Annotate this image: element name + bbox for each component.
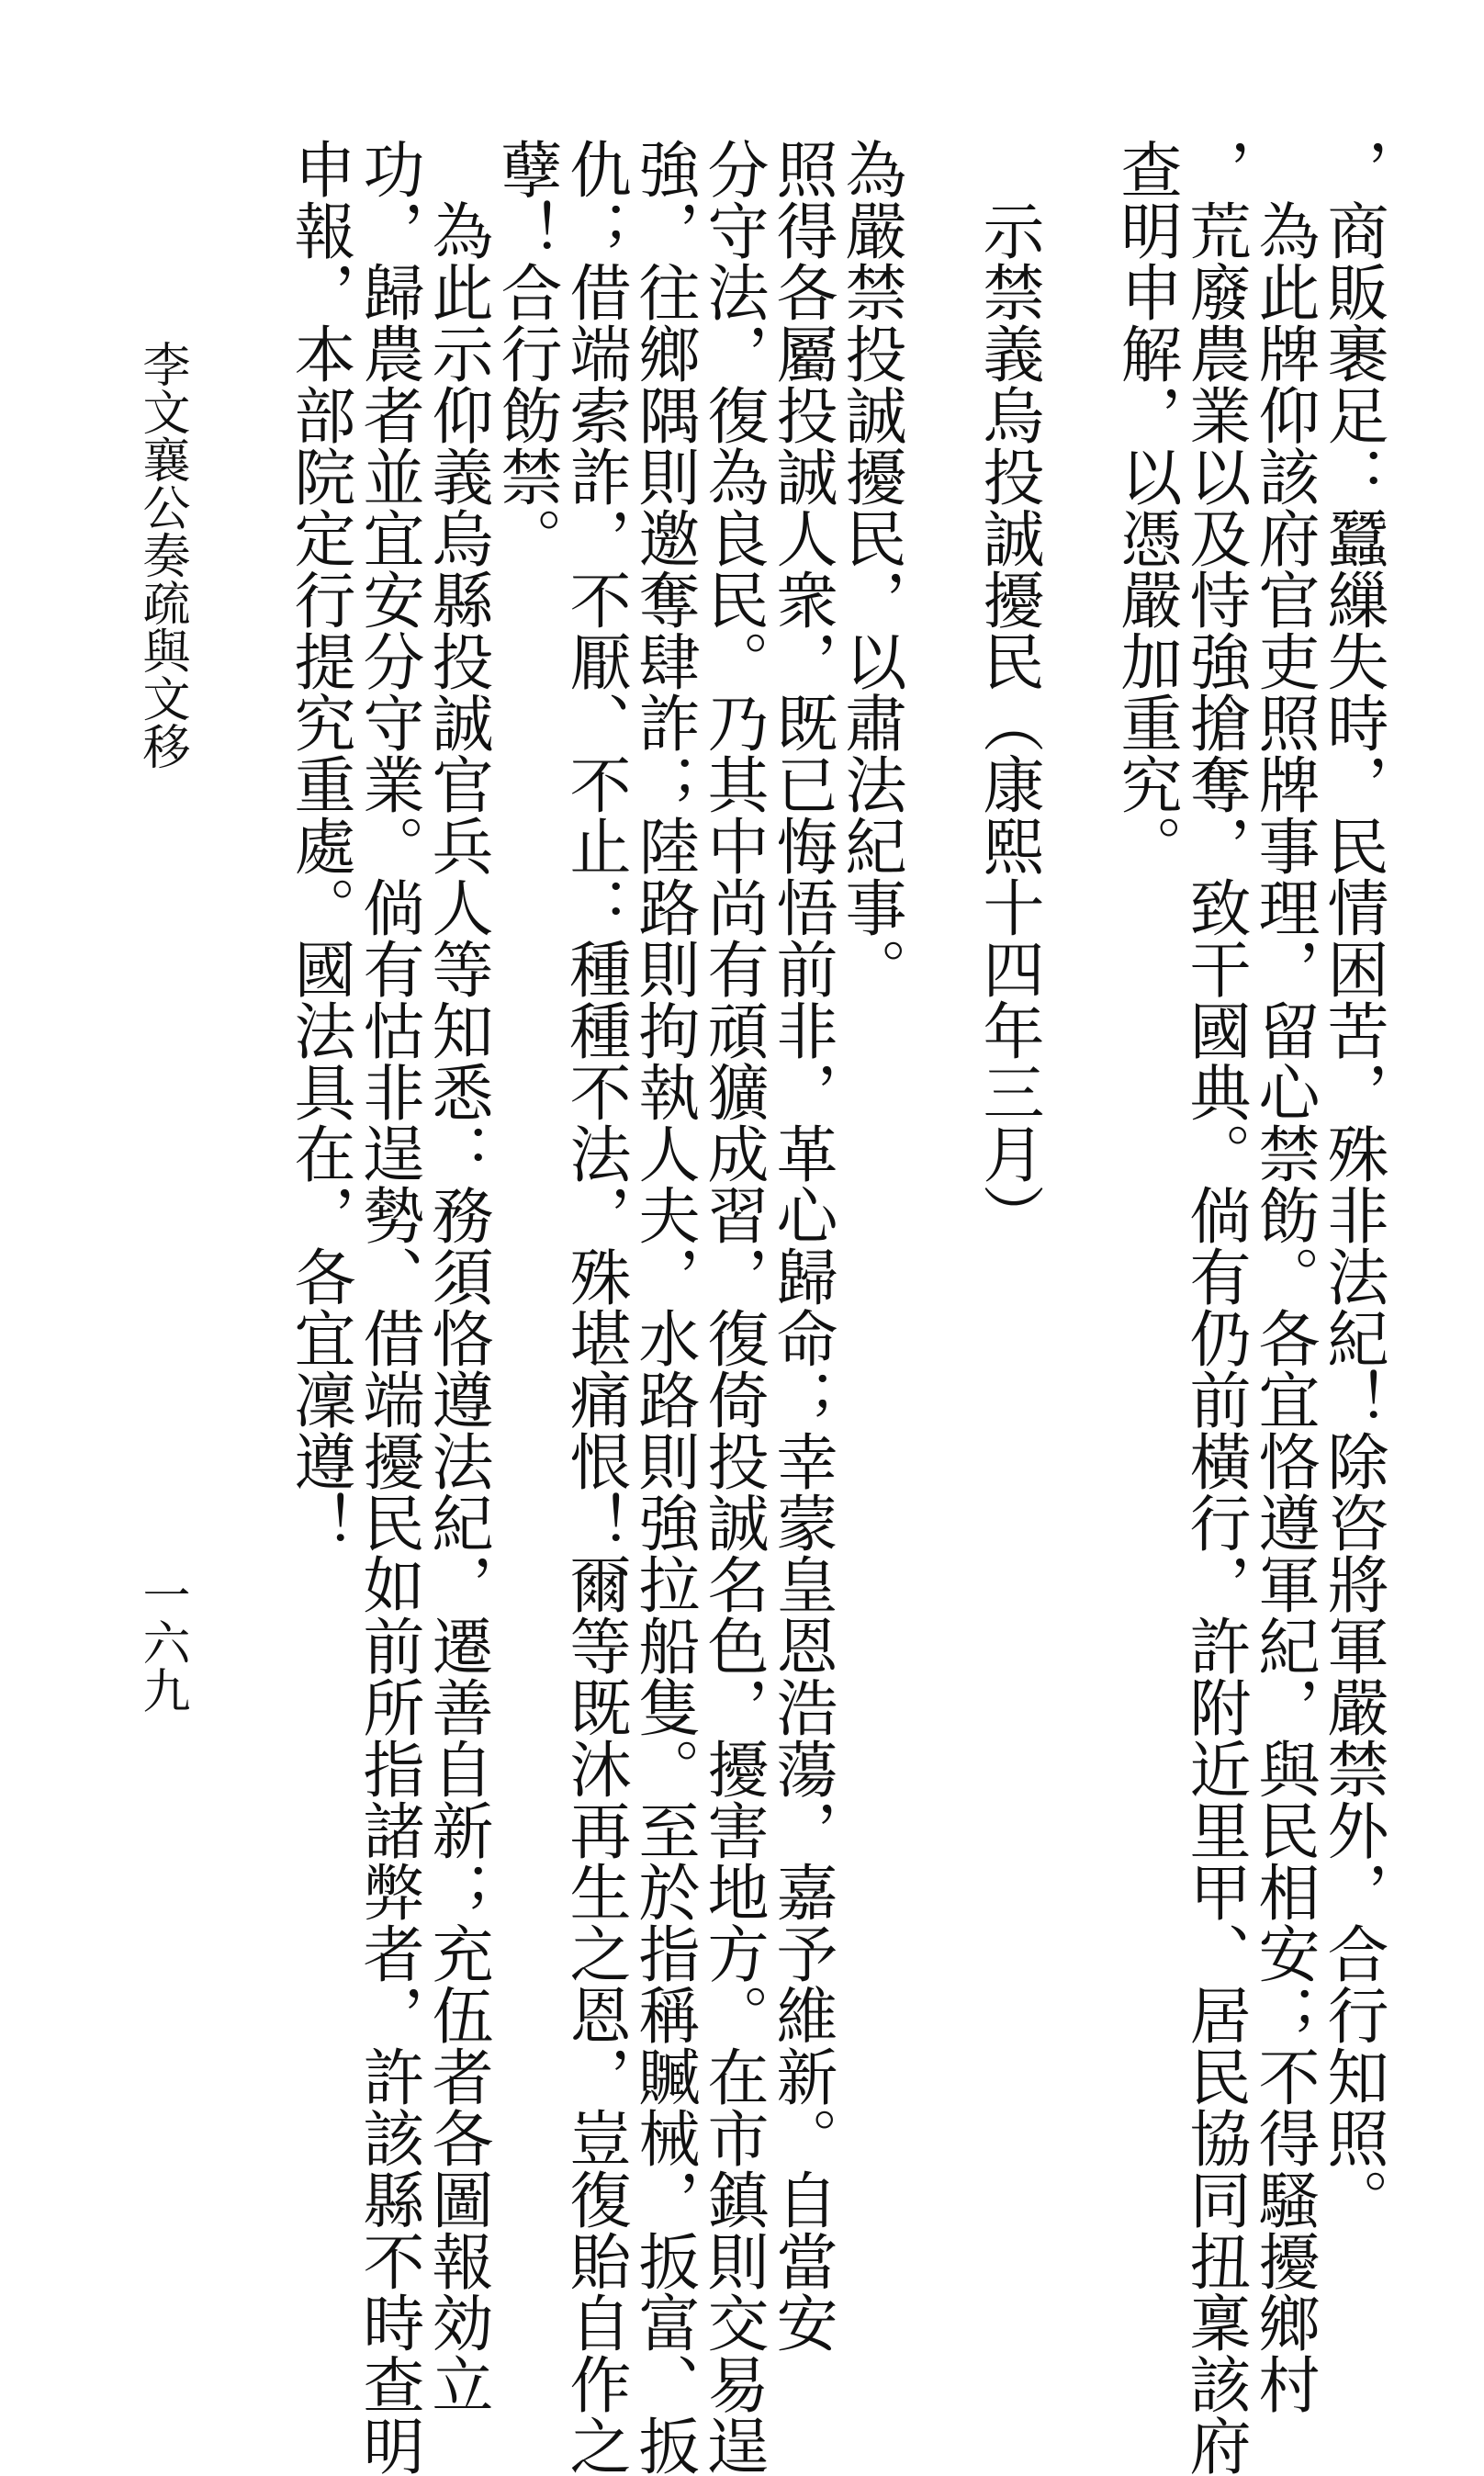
page-number: 一六九 bbox=[134, 1570, 189, 1714]
text-column-9: 照得各屬投誠人衆，既已悔悟前非，革心歸命；幸蒙皇恩浩蕩，嘉予維新。自當安 bbox=[767, 138, 838, 2353]
text-column-13: 孽！合行飭禁。 bbox=[491, 138, 563, 568]
book-title: 李文襄公奏疏與文移 bbox=[134, 340, 189, 770]
text-column-10: 分守法，復為良民。乃其中尚有頑獷成習，復倚投誠名色，擾害地方。在市鎮則交易逞 bbox=[698, 138, 770, 2476]
text-column-11: 強，往鄉隅則邀奪肆詐；陸路則拘執人夫，水路則強拉船隻。至於指稱贓械，扳富、扳 bbox=[629, 138, 701, 2476]
text-column-16: 申報，本部院定行提究重處。國法具在，各宜凜遵！ bbox=[285, 138, 356, 1553]
text-column-15: 功，歸農者並宜安分守業。倘有怙非逞勢、借端擾民如前所指諸弊者，許該縣不時查明 bbox=[354, 138, 425, 2476]
text-column-3: ，荒廢農業以及恃強搶奪，致干國典。倘有仍前橫行，許附近里甲、居民協同扭稟該府 bbox=[1180, 138, 1252, 2476]
text-column-4: 查明申解，以憑嚴加重究。 bbox=[1111, 138, 1183, 876]
section-title: 示禁義烏投誠擾民（康熙十四年三月） bbox=[973, 138, 1045, 1245]
text-column-8: 為嚴禁投誠擾民，以肅法紀事。 bbox=[836, 138, 907, 999]
text-column-12: 仇；借端索詐，不厭、不止：種種不法，殊堪痛恨！爾等既沐再生之恩，豈復貽自作之 bbox=[560, 138, 632, 2476]
text-column-14: 為此示仰義烏縣投誠官兵人等知悉：務須恪遵法紀，遷善自新；充伍者各圖報効立 bbox=[422, 138, 494, 2414]
text-column-1: ，商販裹足：蠶繅失時，民情困苦，殊非法紀！除咨將軍嚴禁外，合行知照。 bbox=[1318, 138, 1389, 2230]
text-column-2: 為此牌仰該府官吏照牌事理，留心禁飭。各宜恪遵軍紀，與民相安；不得騷擾鄉村 bbox=[1249, 138, 1321, 2414]
